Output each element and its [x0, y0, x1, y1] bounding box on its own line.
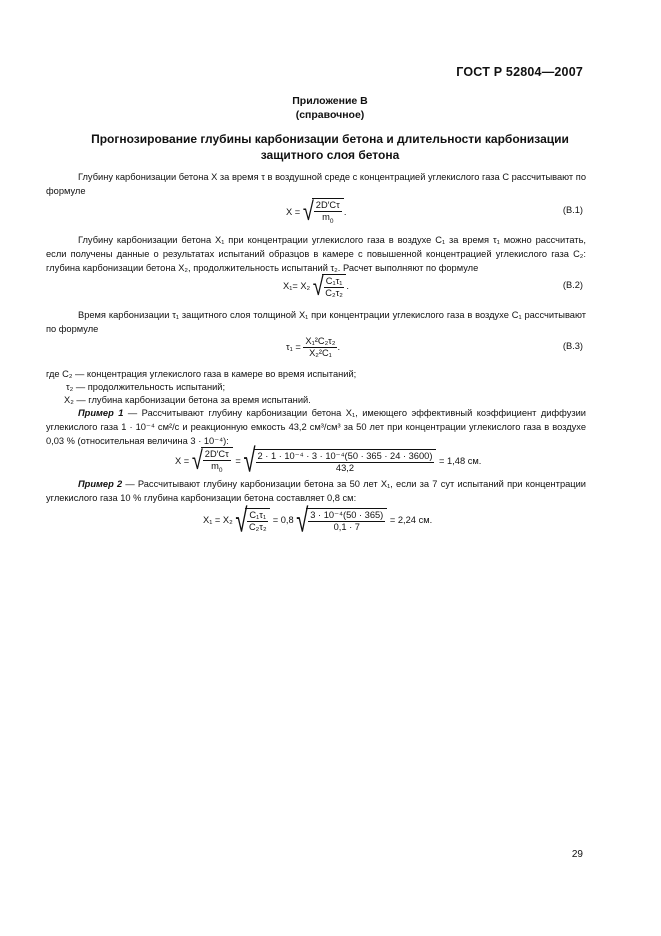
eq2-radicand [322, 274, 350, 299]
standard-header: ГОСТ Р 52804—2007 [456, 65, 583, 79]
equation-number-b2: (В.2) [562, 280, 583, 290]
ex2-radicand-2 [306, 508, 387, 533]
sqrt-symbol: √ [296, 501, 309, 539]
ex1-denominator-1: m [211, 461, 219, 471]
example-2-label: Пример 2 [78, 479, 123, 489]
eq1-denominator: m [322, 212, 330, 222]
ex2-denominator-2: 0,1 · 7 [333, 522, 360, 532]
eq3-denominator: X₂²C₁ [309, 348, 332, 358]
eq2-tail: . [346, 280, 350, 291]
sqrt-symbol: √ [302, 198, 314, 227]
section-title [60, 131, 600, 163]
ex1-denominator-2: 43,2 [335, 462, 355, 473]
sqrt-symbol: √ [235, 501, 248, 539]
eq1-tail: . [343, 206, 347, 217]
paragraph-3: Время карбонизации τ₁ защитного слоя толщиной X₁ при концентрации углекислого газа в воздухе C₁ рассчитывают по формуле [46, 310, 586, 334]
annex-type: (справочное) [295, 109, 365, 121]
where-line-1: где C₂ — концентрация углекислого газа в камере во время испытаний; [46, 369, 357, 379]
where-line-3: X₂ — глубина карбонизации бетона за время испытаний. [64, 395, 311, 405]
example-2-body: — Рассчитывают глубину карбонизации бетона за 50 лет X₁, если за 7 сут испытаний при концентрации углекислого газа 10 % глубина карбонизации бетона составляет 0,8 см: [46, 479, 586, 503]
ex2-mid: = 0,8 [272, 514, 294, 525]
ex2-numerator-2: 3 · 10⁻⁴(50 · 365) [310, 510, 384, 520]
example-1-label: Пример 1 [78, 408, 124, 418]
ex2-result: = 2,24 см. [389, 514, 433, 525]
ex1-radicand-2 [254, 449, 437, 474]
ex2-lhs: X₁ = X₂ [203, 514, 233, 525]
example-1-text [46, 406, 586, 448]
sqrt-symbol: √ [312, 272, 324, 301]
paragraph-2: Глубину карбонизации бетона X₁ при концентрации углекислого газа в воздухе C₁ за время τ₁ можно рассчитать, если получены данные о результатах испытаний образцов в камере с повышенной концентрацией углекислого газа C₂: глубина карбонизации бетона X₂, продолжительность испытаний τ₂. Расчет выполняют по формуле [46, 235, 586, 273]
equation-b1 [286, 198, 346, 227]
eq2-denominator: C₂τ₂ [325, 288, 343, 298]
sqrt-symbol: √ [191, 447, 203, 476]
example-1-body: — Рассчитывают глубину карбонизации бетона X₁, имеющего эффективный коэффициент диффузии углекислого газа 1 · 10⁻⁴ см²/с и реакционную емкость 43,2 см³/см³ за 50 лет при концентрации углекислого газа в воздухе 0,03 % (относительная величина 3 · 10⁻⁴): [46, 408, 586, 446]
eq2-lhs: X₁= X₂ [283, 280, 311, 291]
annex-label: Приложение В [292, 95, 368, 107]
eq1-denominator-sub: 0 [329, 217, 334, 225]
ex1-denominator-1-sub: 0 [218, 466, 223, 474]
ex1-numerator-2: 2 · 1 · 10⁻⁴ · 3 · 10⁻⁴(50 · 365 · 24 · 3600) [257, 450, 433, 461]
equation-b3 [286, 336, 340, 359]
where-line-2: τ₂ — продолжительность испытаний; [66, 382, 226, 392]
eq1-lhs: X = [286, 206, 301, 217]
ex1-equals: = [235, 455, 241, 466]
ex2-numerator-1: C₁τ₁ [249, 510, 267, 520]
eq1-numerator: 2D′Cτ [315, 200, 340, 210]
eq3-lhs: τ₁ = [286, 341, 301, 352]
example-2-formula [203, 501, 433, 539]
eq2-numerator: C₁τ₁ [325, 276, 343, 286]
ex1-numerator-1: 2D′Cτ [204, 449, 229, 459]
title-line-1: Прогнозирование глубины карбонизации бетона и длительности карбонизации [91, 132, 569, 146]
ex2-radicand-1 [245, 508, 270, 533]
eq1-radicand [312, 198, 344, 227]
example-2-text [46, 477, 586, 505]
eq3-tail: . [337, 341, 341, 352]
ex2-denominator-1: C₂τ₂ [248, 522, 267, 532]
title-line-2: защитного слоя бетона [260, 148, 400, 162]
ex1-radicand-1 [201, 447, 233, 476]
equation-number-b1: (В.1) [562, 205, 583, 215]
equation-b2 [283, 274, 349, 299]
ex1-result: = 1,48 см. [439, 455, 482, 466]
equation-number-b3: (В.3) [562, 341, 583, 351]
example-1-formula [175, 441, 482, 480]
eq3-numerator: X₁²C₂τ₂ [305, 336, 336, 346]
page-number: 29 [571, 849, 583, 860]
ex1-lhs: X = [175, 455, 190, 466]
sqrt-symbol: √ [243, 441, 256, 480]
paragraph-1: Глубину карбонизации бетона X за время τ в воздушной среде с концентрацией углекислого газа C рассчитывают по формуле [46, 172, 586, 196]
